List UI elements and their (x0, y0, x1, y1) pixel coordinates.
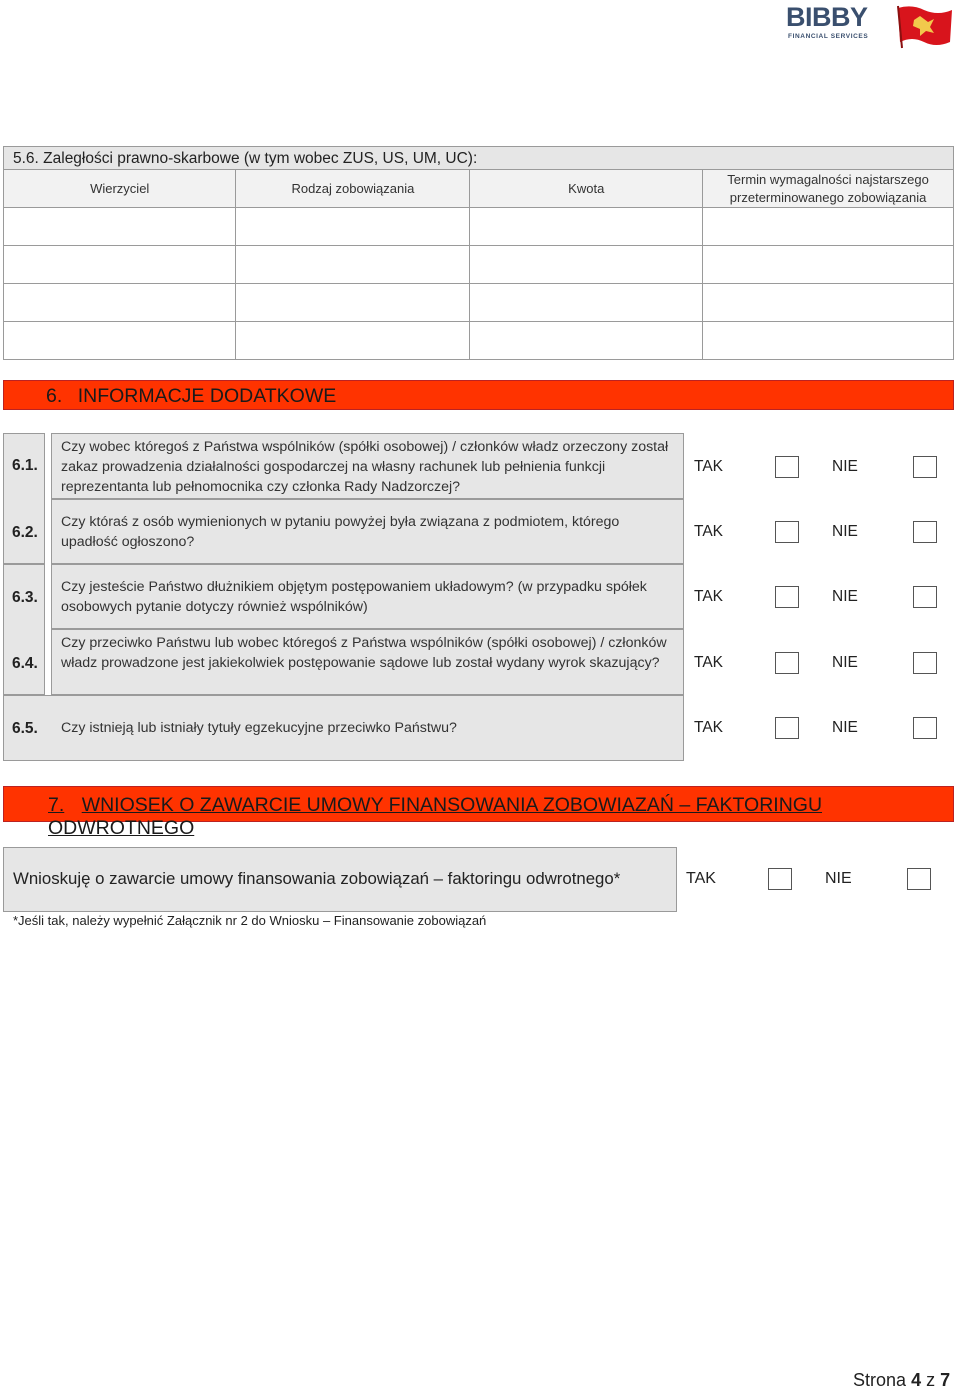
logo-brand: BIBBY (786, 2, 868, 32)
table-cell[interactable] (236, 208, 470, 246)
column-header-creditor: Wierzyciel (4, 170, 236, 208)
no-checkbox[interactable] (913, 456, 937, 478)
no-label: NIE (832, 523, 858, 540)
page-prefix: Strona (853, 1370, 907, 1390)
table-cell[interactable] (4, 246, 236, 284)
yes-label: TAK (686, 870, 716, 887)
question-number: 6.3. (12, 589, 38, 606)
table-cell[interactable] (4, 284, 236, 322)
request-yes-checkbox[interactable] (768, 868, 792, 890)
question-text: Czy przeciwko Państwu lub wobec któregoś z Państwa wspólników (spółki osobowej) / członków władz prowadzone jest jakiekolwiek postępowanie sądowe lub został wydany wyrok skazujący? (61, 635, 667, 671)
section-7-title: WNIOSEK O ZAWARCIE UMOWY FINANSOWANIA ZOBOWIAZAŃ – FAKTORINGU ODWROTNEGO (48, 794, 823, 839)
table-cell[interactable] (703, 284, 954, 322)
question-number-cell (3, 564, 45, 695)
yes-label: TAK (694, 523, 723, 540)
section-6-banner (3, 380, 954, 410)
yes-checkbox[interactable] (775, 652, 799, 674)
page-number (853, 1370, 950, 1391)
footnote: *Jeśli tak, należy wypełnić Załącznik nr 2 do Wniosku – Finansowanie zobowiązań (13, 913, 487, 928)
column-header-due-date: Termin wymagalności najstarszego przeterminowanego zobowiązania (703, 170, 954, 208)
total-pages: 7 (940, 1370, 951, 1390)
yes-label: TAK (694, 458, 723, 475)
no-label: NIE (832, 588, 858, 605)
yes-label: TAK (694, 719, 723, 736)
table-cell[interactable] (236, 322, 470, 360)
table-cell[interactable] (703, 246, 954, 284)
yes-label: TAK (694, 654, 723, 671)
yes-label: TAK (694, 588, 723, 605)
section-7-number: 7. (48, 794, 65, 816)
yes-checkbox[interactable] (775, 521, 799, 543)
page-sep: z (926, 1370, 936, 1390)
question-text: Czy wobec któregoś z Państwa wspólników (spółki osobowej) / członków władz orzeczony został zakaz prowadzenia działalności gospodarczej na własny rachunek lub pełnienia funkcji reprezentanta lub pełnomocnika czy członka Rady Nadzorczej? (61, 439, 669, 495)
section-7-banner (3, 786, 954, 839)
question-text: Czy jesteście Państwo dłużnikiem objętym postępowaniem układowym? (w przypadku spółek osobowych pytanie dotyczy również wspólników) (61, 579, 647, 615)
table-cell[interactable] (470, 208, 703, 246)
no-checkbox[interactable] (913, 652, 937, 674)
question-number: 6.2. (12, 524, 38, 541)
no-label: NIE (832, 719, 858, 736)
table-cell[interactable] (470, 322, 703, 360)
table-cell[interactable] (236, 284, 470, 322)
column-header-amount: Kwota (470, 170, 703, 208)
arrears-table (3, 169, 954, 360)
question-number: 6.5. (12, 720, 38, 737)
flag-icon (894, 2, 954, 50)
table-cell[interactable] (470, 284, 703, 322)
table-cell[interactable] (703, 322, 954, 360)
section-5-6-title: 5.6. Zaległości prawno-skarbowe (w tym wobec ZUS, US, UM, UC): (3, 146, 954, 170)
request-text: Wnioskuję o zawarcie umowy finansowania zobowiązań – faktoringu odwrotnego* (13, 869, 621, 888)
question-number: 6.4. (12, 655, 38, 672)
no-label: NIE (832, 654, 858, 671)
question-number-cell (3, 433, 45, 564)
no-checkbox[interactable] (913, 717, 937, 739)
table-cell[interactable] (470, 246, 703, 284)
yes-checkbox[interactable] (775, 456, 799, 478)
question-text: Czy istnieją lub istniały tytuły egzekucyjne przeciwko Państwu? (61, 720, 457, 736)
question-text: Czy któraś z osób wymienionych w pytaniu powyżej była związana z podmiotem, którego upadłość ogłoszono? (61, 514, 620, 550)
column-header-liability-type: Rodzaj zobowiązania (236, 170, 470, 208)
table-cell[interactable] (4, 208, 236, 246)
section-6-title: INFORMACJE DODATKOWE (77, 385, 337, 407)
section-6-number: 6. (46, 385, 63, 407)
table-cell[interactable] (4, 322, 236, 360)
request-no-checkbox[interactable] (907, 868, 931, 890)
yes-checkbox[interactable] (775, 717, 799, 739)
table-cell[interactable] (703, 208, 954, 246)
no-checkbox[interactable] (913, 586, 937, 608)
no-label: NIE (832, 458, 858, 475)
no-checkbox[interactable] (913, 521, 937, 543)
question-number: 6.1. (12, 457, 38, 474)
no-label: NIE (825, 870, 852, 887)
logo-subtitle: FINANCIAL SERVICES (788, 33, 869, 40)
table-cell[interactable] (236, 246, 470, 284)
current-page: 4 (911, 1370, 922, 1390)
bibby-logo (782, 2, 954, 50)
yes-checkbox[interactable] (775, 586, 799, 608)
